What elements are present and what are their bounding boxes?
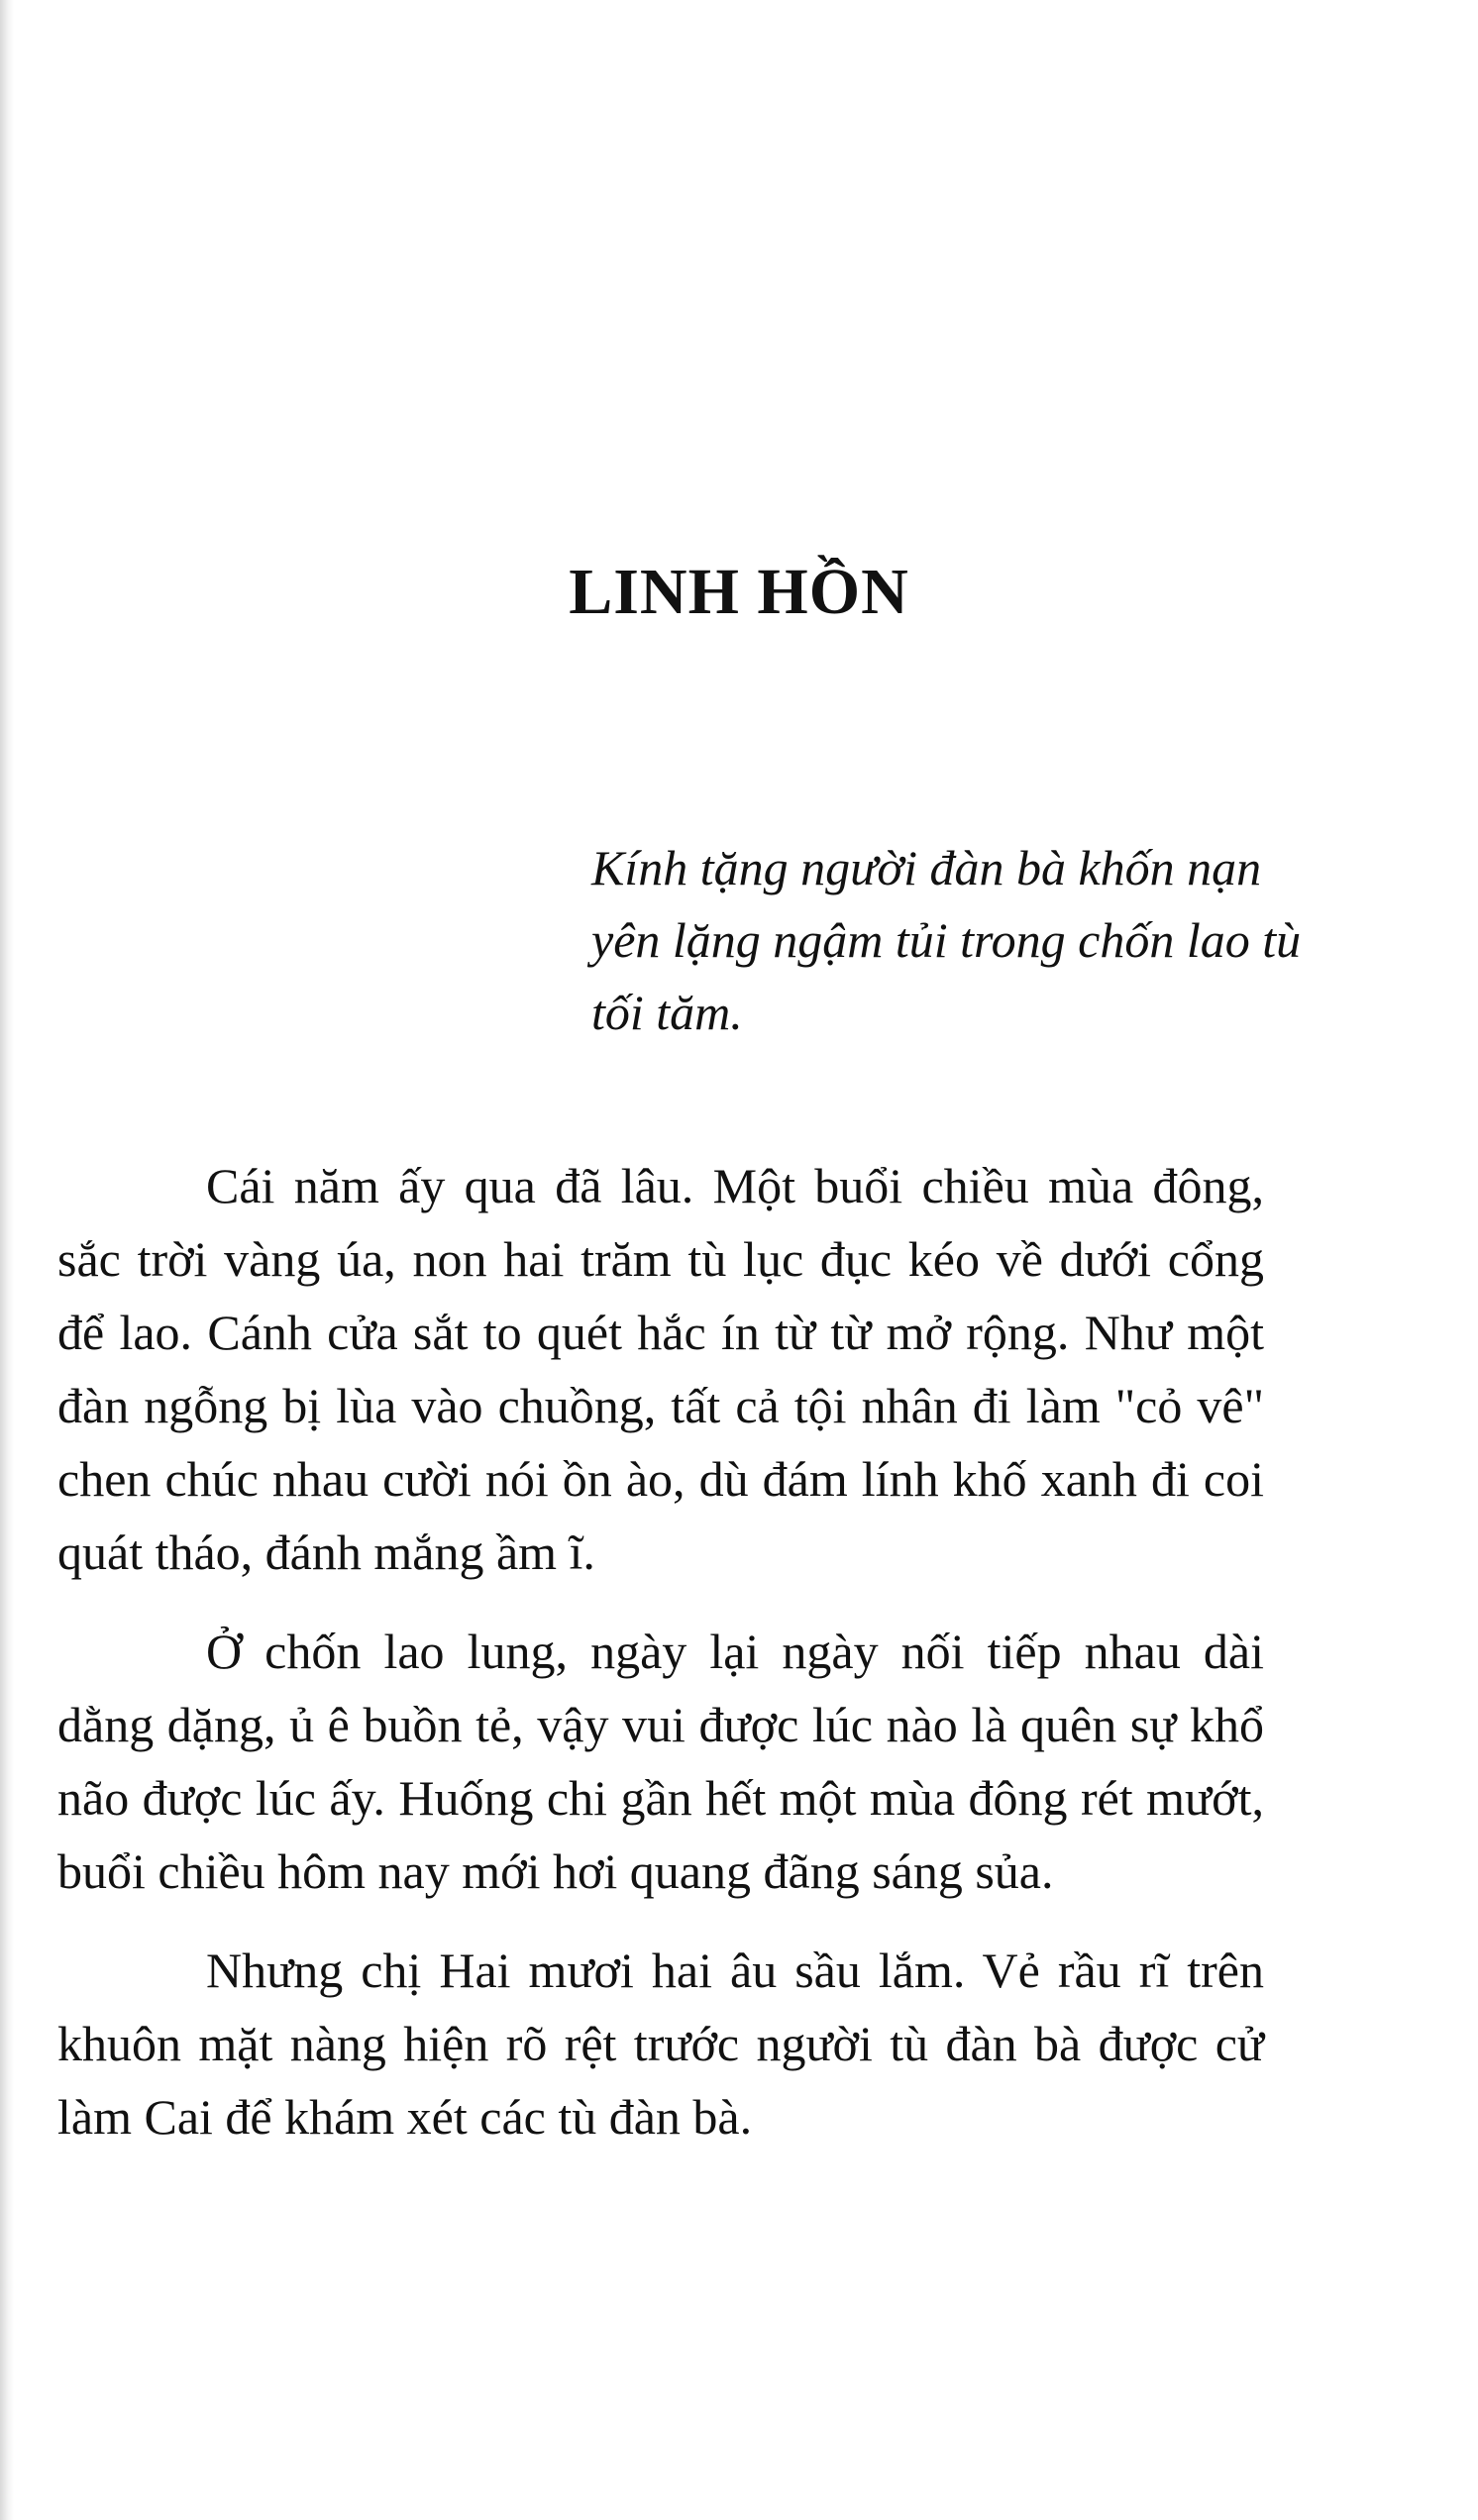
paragraph: Ở chốn lao lung, ngày lại ngày nối tiếp nhau dài dằng dặng, ủ ê buồn tẻ, vậy vui được lúc nào là quên sự khổ não được lúc ấy. Huống chi gần hết một mùa đông rét mướt, buổi chiều hôm nay mới hơi quang đãng sáng sủa. (57, 1624, 1264, 1899)
chapter-title: LINH HỒN (569, 556, 909, 628)
paragraph: Cái năm ấy qua đã lâu. Một buổi chiều mùa đông, sắc trời vàng úa, non hai trăm tù lục đục kéo về dưới cổng để lao. Cánh cửa sắt to quét hắc ín từ từ mở rộng. Như một đàn ngỗng bị lùa vào chuồng, tất cả tội nhân đi làm "cỏ vê" chen chúc nhau cười nói ồn ào, dù đám lính khố xanh đi coi quát tháo, đánh mắng ầm ĩ. (57, 1158, 1264, 1580)
dedication: Kính tặng người đàn bà khốn nạn yên lặng ngậm tủi trong chốn lao tù tối tăm. (591, 840, 1302, 1040)
body-text (57, 1149, 1264, 2179)
paragraph: Nhưng chị Hai mươi hai âu sầu lắm. Vẻ rầu rĩ trên khuôn mặt nàng hiện rõ rệt trước người tù đàn bà được cử làm Cai để khám xét các tù đàn bà. (57, 1942, 1264, 2145)
scan-edge-shadow (0, 0, 14, 2520)
